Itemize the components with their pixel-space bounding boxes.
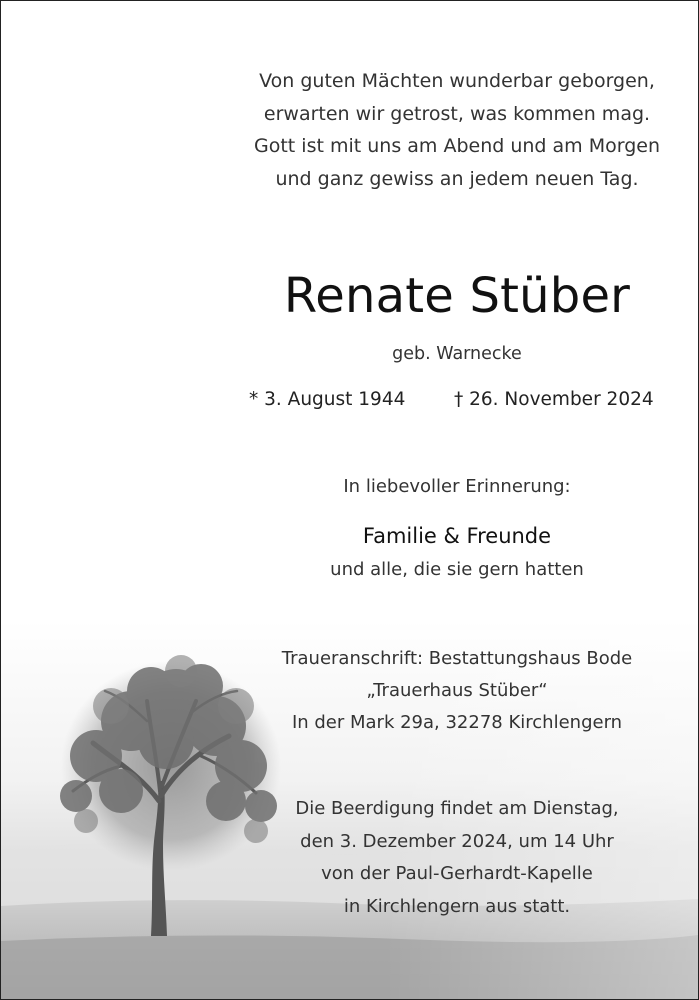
poem-line: Gott ist mit uns am Abend und am Morgen: [254, 135, 660, 157]
memory-intro: In liebevoller Erinnerung:: [343, 476, 571, 497]
birth-date: * 3. August 1944: [249, 389, 406, 410]
poem-line: erwarten wir getrost, was kommen mag.: [263, 102, 651, 125]
funeral-line: von der Paul-Gerhardt-Kapelle: [321, 863, 593, 884]
funeral-line: Die Beerdigung findet am Dienstag,: [295, 798, 619, 819]
obituary-text: [1, 1, 698, 999]
maiden-name: geb. Warnecke: [392, 344, 522, 364]
mourning-address: [216, 643, 698, 739]
death-date: † 26. November 2024: [454, 389, 654, 410]
funeral-line: in Kirchlengern aus statt.: [343, 895, 571, 917]
family-signature: Familie & Freunde: [362, 524, 552, 548]
deceased-name: Renate Stüber: [283, 268, 631, 324]
funeral-line: den 3. Dezember 2024, um 14 Uhr: [300, 830, 614, 852]
address-line: Traueranschrift: Bestattungshaus Bode: [281, 648, 633, 669]
poem-line: Von guten Mächten wunderbar geborgen,: [259, 70, 655, 92]
others-signature: und alle, die sie gern hatten: [330, 559, 584, 580]
poem-line: und ganz gewiss an jedem neuen Tag.: [275, 167, 639, 190]
poem: [216, 65, 698, 195]
funeral-notice: [216, 793, 698, 923]
address-line: „Trauerhaus Stüber“: [366, 680, 548, 701]
address-line: In der Mark 29a, 32278 Kirchlengern: [291, 712, 623, 733]
